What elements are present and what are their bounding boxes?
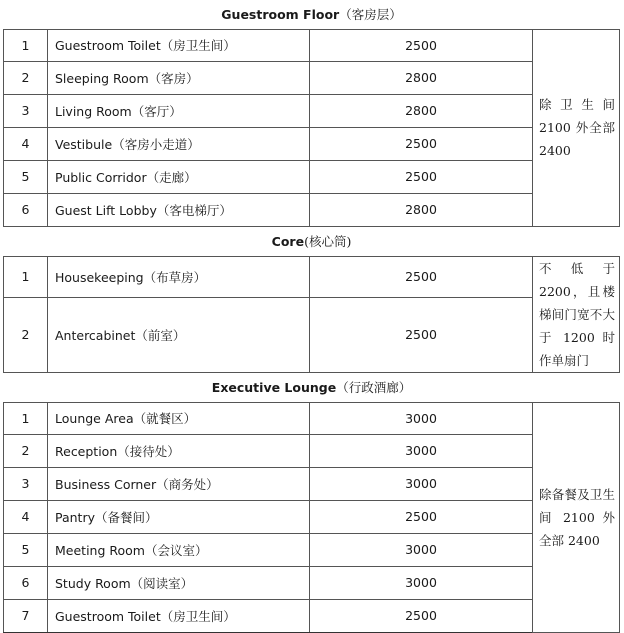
ceiling-height: 2500 (310, 29, 533, 61)
table-row (4, 160, 620, 193)
table-row (4, 29, 620, 61)
room-name-cn: （客房小走道） (112, 136, 200, 152)
room-name: Meeting Room (55, 542, 145, 558)
room-name-cn: （布草房） (143, 269, 207, 285)
row-number: 6 (4, 193, 48, 226)
ceiling-height: 2500 (310, 256, 533, 297)
section-note-text: 不低于 2200，且楼梯间门宽不大于 1200 时作单扇门 (539, 260, 616, 368)
table-row (4, 467, 620, 500)
row-number: 1 (4, 29, 48, 61)
row-number: 3 (4, 467, 48, 500)
section-note (533, 402, 620, 632)
row-number: 2 (4, 434, 48, 467)
room-name-cn: （会议室） (144, 542, 208, 558)
section-note-text: 除备餐及卫生间 2100 外全部 2400 (539, 486, 616, 548)
room-name-cell (48, 599, 310, 632)
row-number: 3 (4, 94, 48, 127)
room-name-cell (48, 94, 310, 127)
room-name-cn: （房卫生间） (160, 38, 236, 53)
room-name-cell (48, 127, 310, 160)
section-title: Executive Lounge (211, 380, 337, 395)
room-name: Public Corridor (55, 169, 147, 185)
room-name-cn: （接待处） (117, 443, 180, 459)
ceiling-height: 2500 (310, 297, 533, 372)
row-number: 2 (4, 61, 48, 94)
ceiling-height: 2500 (310, 599, 533, 632)
room-name: Vestibule (55, 136, 113, 152)
row-number: 4 (4, 500, 48, 533)
section-title-cn: (核心筒) (304, 234, 352, 249)
section-title-cell (4, 0, 620, 29)
section-note-text: 除 卫 生 间 2100 外全部 2400 (539, 97, 616, 158)
section-header-guestroom-floor (4, 0, 620, 29)
section-header-core (4, 226, 620, 256)
ceiling-height-table (3, 0, 620, 633)
room-name-cell (48, 434, 310, 467)
room-name: Housekeeping (55, 269, 144, 285)
table-row (4, 193, 620, 226)
room-name: Guestroom Toilet (55, 608, 161, 624)
section-header-executive-lounge (4, 372, 620, 402)
room-name-cell (48, 500, 310, 533)
room-name-cell (48, 160, 310, 193)
row-number: 6 (4, 566, 48, 599)
row-number: 7 (4, 599, 48, 632)
room-name: Sleeping Room (55, 70, 149, 86)
table-row (4, 127, 620, 160)
room-name-cn: （商务处） (156, 476, 219, 492)
ceiling-height: 3000 (310, 566, 533, 599)
section-title-cell (4, 226, 620, 256)
section-title-cell (4, 372, 620, 402)
room-name-cell (48, 29, 310, 61)
row-number: 5 (4, 160, 48, 193)
room-name-cell (48, 61, 310, 94)
room-name-cn: （阅读室） (130, 575, 194, 591)
table-row (4, 256, 620, 297)
ceiling-height: 3000 (310, 467, 533, 500)
ceiling-height: 3000 (310, 402, 533, 434)
section-title: Core (271, 234, 305, 249)
room-name: Antercabinet (55, 327, 136, 343)
room-name: Business Corner (55, 476, 157, 492)
ceiling-height: 3000 (310, 533, 533, 566)
ceiling-height: 2500 (310, 160, 533, 193)
ceiling-height: 3000 (310, 434, 533, 467)
room-name-cn: （就餐区） (133, 411, 197, 426)
row-number: 2 (4, 297, 48, 372)
room-name-cn: （房卫生间） (160, 608, 236, 624)
room-name: Lounge Area (55, 411, 134, 426)
ceiling-height: 2500 (310, 127, 533, 160)
section-note (533, 256, 620, 372)
row-number: 1 (4, 256, 48, 297)
table-row (4, 434, 620, 467)
table-row (4, 94, 620, 127)
room-name-cn: （前室） (135, 327, 186, 343)
section-title-cn: （行政酒廊） (336, 380, 412, 395)
table-row (4, 402, 620, 434)
room-name: Living Room (55, 103, 132, 119)
section-title-cn: （客房层） (339, 7, 402, 23)
room-name-cn: （客厅） (131, 103, 182, 119)
room-name: Study Room (55, 575, 131, 591)
room-name-cell (48, 193, 310, 226)
table-row (4, 533, 620, 566)
room-name-cell (48, 566, 310, 599)
table-row (4, 566, 620, 599)
room-name-cell (48, 297, 310, 372)
room-name: Reception (55, 443, 118, 459)
ceiling-height: 2500 (310, 500, 533, 533)
table-row (4, 500, 620, 533)
ceiling-height: 2800 (310, 61, 533, 94)
room-name-cn: （客电梯厅） (156, 202, 232, 218)
table-row (4, 61, 620, 94)
section-note (533, 29, 620, 226)
row-number: 4 (4, 127, 48, 160)
ceiling-height: 2800 (310, 193, 533, 226)
room-name-cell (48, 256, 310, 297)
room-name-cn: （备餐间） (95, 509, 158, 525)
row-number: 5 (4, 533, 48, 566)
room-name-cell (48, 533, 310, 566)
row-number: 1 (4, 402, 48, 434)
room-name: Pantry (55, 509, 95, 525)
table-row (4, 297, 620, 372)
room-name: Guestroom Toilet (55, 38, 161, 53)
room-name: Guest Lift Lobby (55, 202, 157, 218)
room-name-cn: （客房） (148, 70, 199, 86)
section-title: Guestroom Floor (221, 7, 340, 23)
room-name-cell (48, 402, 310, 434)
room-name-cn: （走廊） (146, 169, 197, 185)
ceiling-height: 2800 (310, 94, 533, 127)
table-row (4, 599, 620, 632)
room-name-cell (48, 467, 310, 500)
